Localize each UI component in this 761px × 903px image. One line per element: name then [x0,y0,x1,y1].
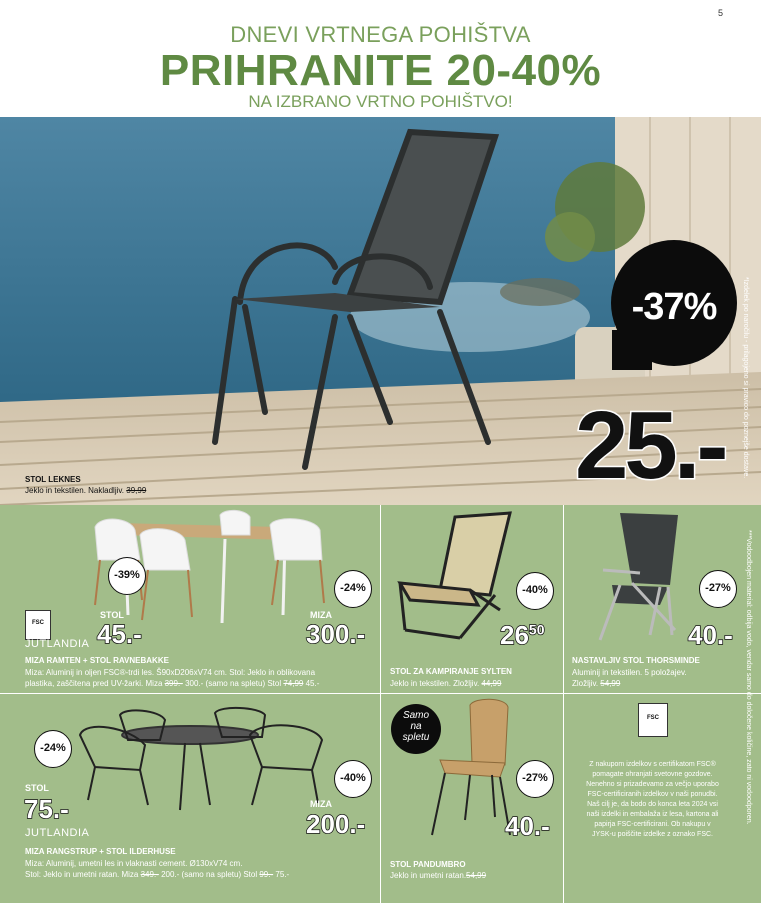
product-desc-pandumbro [390,870,486,881]
thorsminde-chair-image [600,513,678,640]
label-miza: MIZA [310,799,332,809]
header-tagline: NA IZBRANO VRTNO POHIŠTVO! [248,92,513,111]
brand-jutlandia: JUTLANDIA [25,638,90,650]
label-miza: MIZA [310,610,332,620]
price-ramten-miza: 300.- [306,619,366,649]
price-sylten-main: 26 [500,620,529,650]
ramten-desc-mid: 300.- (samo na spletu) Stol [182,679,284,688]
rangstrup-desc-line1: Miza: Aluminij, umetni les in vlaknasti cement. Ø130xV74 cm. [25,859,243,868]
discount-badge-sylten: -40% [516,572,554,610]
discount-badge-rangstrup-stol: -24% [34,730,72,768]
hero-product-label [25,474,146,496]
online-only-badge [391,704,441,754]
sylten-old-price: 44,99 [481,679,502,688]
rangstrup-old-price-stol: 99.- [259,870,274,879]
product-desc-rangstrup [25,858,375,880]
fsc-logo-large [638,703,668,737]
product-desc-thorsminde [572,667,687,689]
ramten-old-price-miza: 399.- [164,679,183,688]
pandumbro-chair-image [432,699,510,835]
hero-product-desc: Jeklo in tekstilen. Nakladljiv. [25,486,125,495]
product-desc-sylten [390,678,501,689]
page-number: 5 [717,8,723,18]
discount-badge-rangstrup-miza: -40% [334,760,372,798]
price-sylten-cents: 50 [528,621,545,638]
ramten-old-price-stol: 74,99 [283,679,304,688]
product-desc-ramten [25,667,375,689]
ramten-desc-end: 45.- [303,679,320,688]
rangstrup-desc-line2: Stol: Jeklo in umetni ratan. Miza [25,870,141,879]
hero-product-name: STOL LEKNES [25,475,81,484]
discount-badge-pandumbro: -27% [516,760,554,798]
thorsminde-old-price: 54,99 [600,679,621,688]
discount-badge-ramten-stol: -39% [108,557,146,595]
price-thorsminde: 40.- [688,620,733,650]
price-pandumbro: 40.- [505,811,550,841]
page-header [0,0,761,117]
discount-badge-tail [612,330,652,370]
discount-text-main: -37% [631,286,717,328]
rangstrup-desc-mid: 200.- (samo na spletu) Stol [158,870,260,879]
fsc-info-text: Z nakupom izdelkov s certifikatom FSC® pomagate ohranjati svetovne gozdove. Nenehno si prizadevamo za večjo uporabo FSC-certificiranih izdelkov v naši ponudbi. Naš cilj je, da bodo do konca leta 2024 vsi naši izdelki in embalaža iz lesa, kartona ali papirja FSC-certificirani. Ob nakupu v JYSK-u poiščite izdelke z oznako FSC. [586,761,719,838]
label-stol: STOL [25,783,49,793]
ramten-desc-line2: plastika, zaščitena pred UV-žarki. Miza [25,679,165,688]
rangstrup-old-price-miza: 349.- [140,870,159,879]
hero-price: 25.- [575,392,725,499]
fsc-logo [25,610,51,640]
sylten-desc: Jeklo in tekstilen. Zložljiv. [390,679,482,688]
thorsminde-desc-line1: Aluminij in tekstilen. 5 položajev. [572,668,687,677]
header-subtitle: DNEVI VRTNEGA POHIŠTVA [230,22,531,47]
product-title-ramten: MIZA RAMTEN + STOL RAVNEBAKKE [25,656,169,665]
price-rangstrup-stol: 75.- [24,794,69,824]
online-only-line3: spletu [402,732,430,743]
product-title-rangstrup: MIZA RANGSTRUP + STOL ILDERHUSE [25,847,176,856]
hero-side-note: *Izdelek po naročilu - prilagojeno si pravico do poznejše dostave. [742,277,749,479]
fsc-logo-text: FSC [32,620,44,626]
fsc-logo-large-text: FSC [647,715,659,721]
ramten-desc-line1: Miza: Aluminij in oljen FSC®-trdi les. Š90xD206xV74 cm. Stol: Jeklo in oblikovana [25,668,316,677]
rangstrup-desc-end: 75.- [273,870,290,879]
label-stol: STOL [100,610,124,620]
pandumbro-old-price: 54,99 [466,871,487,880]
discount-badge-ramten-miza: -24% [334,570,372,608]
price-rangstrup-miza: 200.- [306,809,366,839]
pandumbro-desc: Jeklo in umetni ratan. [390,871,467,880]
product-title-pandumbro: STOL PANDUMBRO [390,860,466,869]
online-only-line2: na [410,721,422,732]
price-ramten-stol: 45.- [97,619,142,649]
sylten-chair-image [400,513,510,638]
rangstrup-table-image [80,708,322,810]
brand-jutlandia: JUTLANDIA [25,827,90,839]
online-only-line1: Samo [402,710,430,721]
discount-badge-thorsminde: -27% [699,570,737,608]
hero-old-price: 39,99 [126,486,147,495]
product-title-sylten: STOL ZA KAMPIRANJE SYLTEN [390,667,512,676]
header-title: PRIHRANITE 20-40% [159,46,602,95]
thorsminde-desc-line2: Zložljiv. [572,679,601,688]
fsc-side-note: ***Vodoodbojen material: odbija vodo, vendar samo do določene količine, zato ni vodoodporen. [745,530,752,825]
price-sylten [500,622,545,648]
product-title-thorsminde: NASTAVLJIV STOL THORSMINDE [572,656,700,665]
